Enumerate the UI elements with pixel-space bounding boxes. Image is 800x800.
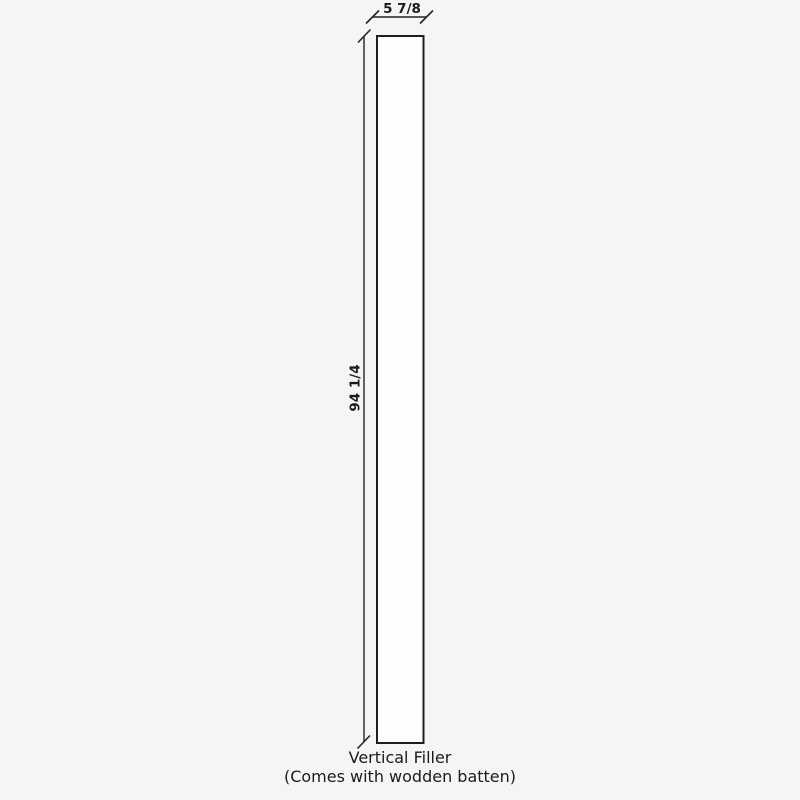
filler-panel-outline [377, 36, 424, 743]
caption-title: Vertical Filler [348, 748, 452, 767]
caption-subtitle: (Comes with wodden batten) [283, 767, 517, 786]
caption [284, 748, 516, 786]
height-dimension [348, 30, 371, 749]
width-dimension [366, 1, 433, 24]
height-dimension-label: 94 1/4 [347, 364, 364, 412]
width-dimension-label: 5 7/8 [383, 1, 421, 17]
